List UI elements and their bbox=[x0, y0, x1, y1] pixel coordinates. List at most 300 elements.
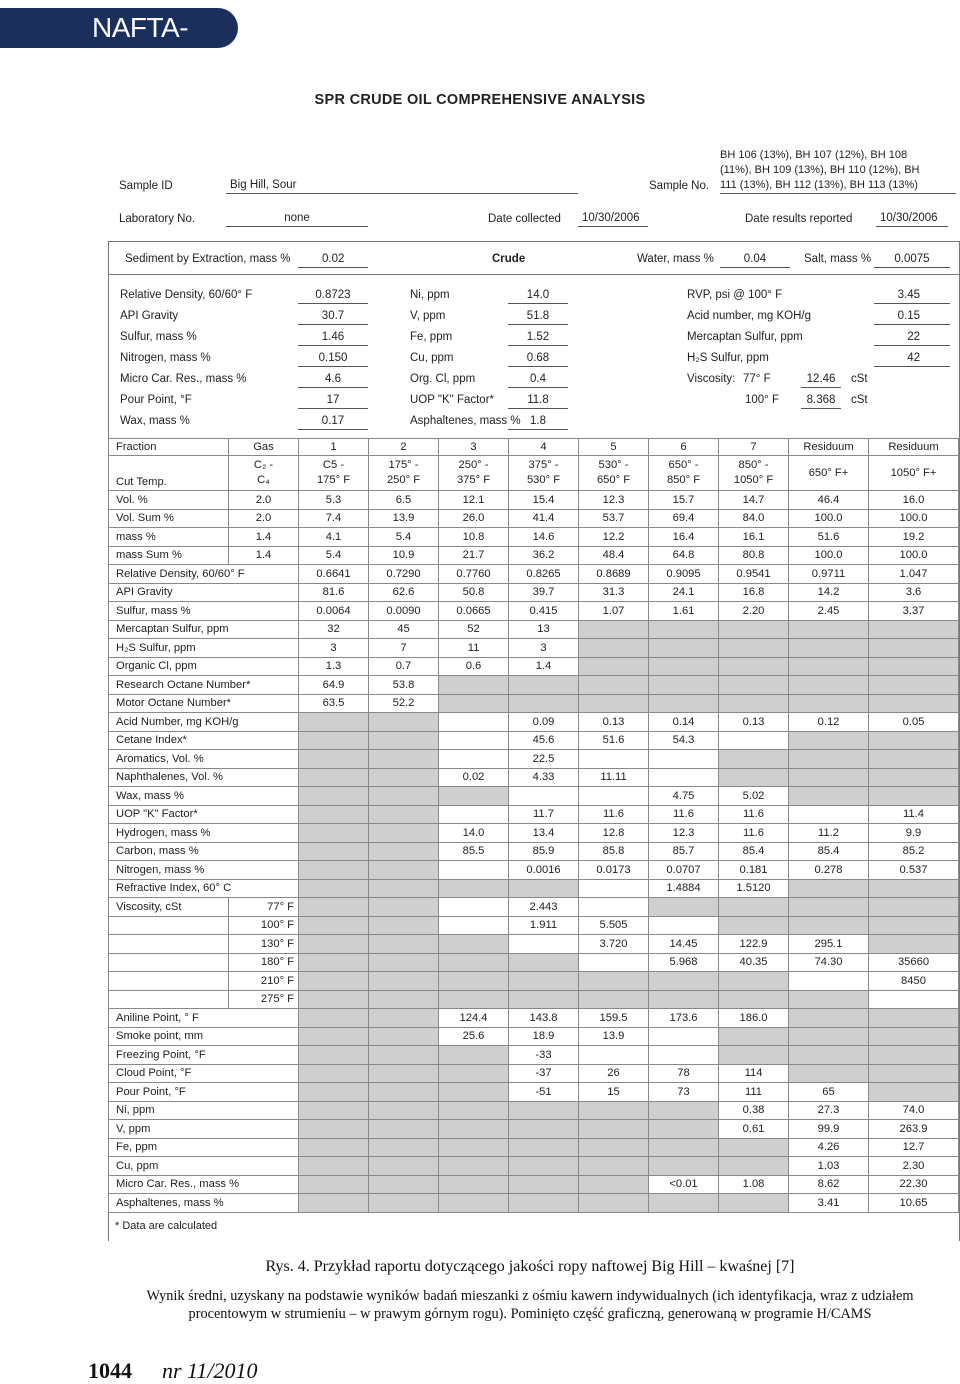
cut-temp-cell bbox=[299, 456, 369, 491]
cut-temp-cell bbox=[789, 456, 869, 491]
grey-cell bbox=[439, 1064, 509, 1083]
table-cell: 13 bbox=[509, 620, 579, 639]
table-cell: 51.6 bbox=[579, 731, 649, 750]
table-cell: 124.4 bbox=[439, 1009, 509, 1028]
grey-cell bbox=[869, 750, 959, 769]
grey-cell bbox=[789, 1046, 869, 1065]
grey-cell bbox=[369, 1138, 439, 1157]
fraction-header-row bbox=[109, 439, 959, 456]
figure-caption-text: Wynik średni, uzyskany na podstawie wyników badań mieszanki z ośmiu kawern indywidualnych (ich identyfikacja, wraz z udziałem procentowym w strumieniu – w prawym górnym rogu). Pominięto część graficzną, generowaną w programie H/CAMS bbox=[146, 1288, 914, 1322]
figure-caption-title: Rys. 4. Przykład raportu dotyczącego jakości ropy naftowej Big Hill – kwaśnej [7] bbox=[265, 1258, 795, 1275]
grey-cell bbox=[299, 1175, 369, 1194]
table-cell: 114 bbox=[719, 1064, 789, 1083]
table-row bbox=[109, 1083, 959, 1102]
table-cell: 65 bbox=[789, 1083, 869, 1102]
table-cell: 2.0 bbox=[229, 509, 299, 528]
row-label: Relative Density, 60/60° F bbox=[109, 565, 299, 584]
table-cell: 32 bbox=[299, 620, 369, 639]
grey-cell bbox=[299, 713, 369, 732]
header-cell: 3 bbox=[439, 439, 509, 456]
table-cell: 0.61 bbox=[719, 1120, 789, 1139]
grey-cell bbox=[649, 1120, 719, 1139]
grey-cell bbox=[439, 1194, 509, 1213]
grey-cell bbox=[439, 694, 509, 713]
grey-cell bbox=[719, 990, 789, 1009]
grey-cell bbox=[439, 972, 509, 991]
grey-cell bbox=[509, 879, 579, 898]
table-cell: 0.537 bbox=[869, 861, 959, 880]
row-label: Acid Number, mg KOH/g bbox=[109, 713, 299, 732]
table-row bbox=[109, 1009, 959, 1028]
table-cell: 5.3 bbox=[299, 491, 369, 510]
table-cell: 0.0707 bbox=[649, 861, 719, 880]
table-cell: 74.0 bbox=[869, 1101, 959, 1120]
grey-cell bbox=[869, 1009, 959, 1028]
grey-cell bbox=[439, 1175, 509, 1194]
table-cell: 0.14 bbox=[649, 713, 719, 732]
crude-prop-label: Pour Point, °F bbox=[120, 394, 192, 406]
grey-cell bbox=[299, 824, 369, 843]
table-cell: 78 bbox=[649, 1064, 719, 1083]
grey-cell bbox=[579, 972, 649, 991]
grey-cell bbox=[579, 990, 649, 1009]
table-cell: 1.07 bbox=[579, 602, 649, 621]
row-label: Wax, mass % bbox=[109, 787, 299, 806]
table-row bbox=[109, 1101, 959, 1120]
crude-prop-label: Micro Car. Res., mass % bbox=[120, 373, 247, 385]
header-cell: 6 bbox=[649, 439, 719, 456]
row-label: API Gravity bbox=[109, 583, 299, 602]
table-cell: 63.5 bbox=[299, 694, 369, 713]
sediment-value: 0.02 bbox=[298, 252, 368, 268]
header-cell: Fraction bbox=[109, 439, 229, 456]
date-reported-value: 10/30/2006 bbox=[876, 211, 948, 227]
viscosity-temp: 275° F bbox=[229, 990, 299, 1009]
grey-cell bbox=[299, 1120, 369, 1139]
cut-temp-end: 375° F bbox=[456, 474, 491, 486]
table-cell: 25.6 bbox=[439, 1027, 509, 1046]
table-row bbox=[109, 1046, 959, 1065]
table-cell: 1.4884 bbox=[649, 879, 719, 898]
grey-cell bbox=[869, 879, 959, 898]
table-cell: 100.0 bbox=[789, 509, 869, 528]
table-cell: 16.4 bbox=[649, 528, 719, 547]
grey-cell bbox=[509, 990, 579, 1009]
table-cell bbox=[789, 805, 869, 824]
grey-cell bbox=[439, 1157, 509, 1176]
cut-temp-label: Cut Temp. bbox=[109, 456, 229, 491]
table-cell: 12.3 bbox=[579, 491, 649, 510]
viscosity-label: Viscosity, cSt bbox=[109, 898, 229, 917]
table-cell: 1.911 bbox=[509, 916, 579, 935]
row-label bbox=[109, 953, 229, 972]
table-cell: 263.9 bbox=[869, 1120, 959, 1139]
table-cell: 0.13 bbox=[579, 713, 649, 732]
table-cell: 2.0 bbox=[229, 491, 299, 510]
cut-temp-cell bbox=[509, 456, 579, 491]
grey-cell bbox=[789, 1027, 869, 1046]
grey-cell bbox=[719, 1194, 789, 1213]
crude-prop-label: RVP, psi @ 100° F bbox=[687, 289, 783, 301]
table-cell: 81.6 bbox=[299, 583, 369, 602]
table-cell: 31.3 bbox=[579, 583, 649, 602]
table-cell: 16.1 bbox=[719, 528, 789, 547]
row-label: Ni, ppm bbox=[109, 1101, 299, 1120]
table-cell: 36.2 bbox=[509, 546, 579, 565]
table-cell: 14.45 bbox=[649, 935, 719, 954]
grey-cell bbox=[299, 1064, 369, 1083]
grey-cell bbox=[369, 953, 439, 972]
table-cell: 99.9 bbox=[789, 1120, 869, 1139]
grey-cell bbox=[299, 898, 369, 917]
grey-cell bbox=[719, 1046, 789, 1065]
grey-cell bbox=[299, 861, 369, 880]
table-cell: 0.02 bbox=[439, 768, 509, 787]
viscosity-temp: 180° F bbox=[229, 953, 299, 972]
grey-cell bbox=[299, 1157, 369, 1176]
crude-separator bbox=[108, 274, 959, 275]
table-cell: 14.6 bbox=[509, 528, 579, 547]
crude-prop-label: UOP "K" Factor* bbox=[410, 394, 495, 406]
grey-cell bbox=[579, 694, 649, 713]
table-cell: 41.4 bbox=[509, 509, 579, 528]
table-cell: 26.0 bbox=[439, 509, 509, 528]
header-cell: 4 bbox=[509, 439, 579, 456]
crude-prop-label: Fe, ppm bbox=[410, 331, 453, 343]
grey-cell bbox=[439, 1083, 509, 1102]
grey-cell bbox=[579, 657, 649, 676]
table-cell bbox=[439, 898, 509, 917]
grey-cell bbox=[439, 879, 509, 898]
grey-cell bbox=[299, 750, 369, 769]
table-cell: 3 bbox=[509, 639, 579, 658]
table-cell: 26 bbox=[579, 1064, 649, 1083]
crude-prop-label: Sulfur, mass % bbox=[120, 331, 197, 343]
table-row bbox=[109, 639, 959, 658]
row-label bbox=[109, 990, 229, 1009]
table-cell: 0.7290 bbox=[369, 565, 439, 584]
table-cell: 13.9 bbox=[579, 1027, 649, 1046]
issue-number: nr 11/2010 bbox=[162, 1358, 258, 1383]
table-cell: 18.9 bbox=[509, 1027, 579, 1046]
table-cell: 39.7 bbox=[509, 583, 579, 602]
table-cell bbox=[439, 713, 509, 732]
table-row bbox=[109, 1027, 959, 1046]
crude-prop-label: Relative Density, 60/60° F bbox=[120, 289, 253, 301]
row-label: Smoke point, mm bbox=[109, 1027, 299, 1046]
sample-no-value: BH 106 (13%), BH 107 (12%), BH 108 (11%), BH 109 (13%), BH 110 (12%), BH 111 (13%), BH 112 (13%), BH 113 (13%) bbox=[720, 148, 956, 194]
sample-id-label: Sample ID bbox=[119, 180, 173, 192]
row-label bbox=[109, 935, 229, 954]
header-cell: 7 bbox=[719, 439, 789, 456]
grey-cell bbox=[869, 1027, 959, 1046]
table-cell: 11.2 bbox=[789, 824, 869, 843]
crude-prop-value: 0.4 bbox=[508, 372, 568, 388]
table-row bbox=[109, 546, 959, 565]
row-label: H₂S Sulfur, ppm bbox=[109, 639, 299, 658]
table-cell bbox=[719, 731, 789, 750]
grey-cell bbox=[299, 1138, 369, 1157]
table-cell: 1.03 bbox=[789, 1157, 869, 1176]
cut-temp-cell bbox=[579, 456, 649, 491]
grey-cell bbox=[789, 639, 869, 658]
table-cell: 74.30 bbox=[789, 953, 869, 972]
table-cell bbox=[579, 879, 649, 898]
table-cell: 10.9 bbox=[369, 546, 439, 565]
table-cell: 0.8689 bbox=[579, 565, 649, 584]
table-cell: 4.26 bbox=[789, 1138, 869, 1157]
row-label: Research Octane Number* bbox=[109, 676, 299, 695]
table-cell: 0.181 bbox=[719, 861, 789, 880]
table-cell: 0.8265 bbox=[509, 565, 579, 584]
grey-cell bbox=[509, 694, 579, 713]
grey-cell bbox=[789, 731, 869, 750]
row-label: Micro Car. Res., mass % bbox=[109, 1175, 299, 1194]
grey-cell bbox=[299, 1046, 369, 1065]
grey-cell bbox=[299, 1083, 369, 1102]
table-cell: 7.4 bbox=[299, 509, 369, 528]
grey-cell bbox=[789, 916, 869, 935]
grey-cell bbox=[439, 787, 509, 806]
grey-cell bbox=[719, 972, 789, 991]
table-cell bbox=[649, 750, 719, 769]
grey-cell bbox=[369, 898, 439, 917]
report-title: SPR CRUDE OIL COMPREHENSIVE ANALYSIS bbox=[314, 92, 646, 108]
table-cell: mass % bbox=[109, 528, 229, 547]
table-cell: 11.11 bbox=[579, 768, 649, 787]
table-cell: 1.4 bbox=[509, 657, 579, 676]
table-cell: 45.6 bbox=[509, 731, 579, 750]
grey-cell bbox=[579, 1101, 649, 1120]
table-cell: 50.8 bbox=[439, 583, 509, 602]
table-cell: 3.41 bbox=[789, 1194, 869, 1213]
cut-temp-start: 250° - bbox=[458, 459, 489, 471]
table-cell: 85.7 bbox=[649, 842, 719, 861]
table-cell: 3.720 bbox=[579, 935, 649, 954]
grey-cell bbox=[649, 1138, 719, 1157]
grey-cell bbox=[869, 639, 959, 658]
grey-cell bbox=[439, 1046, 509, 1065]
sample-id-value: Big Hill, Sour bbox=[226, 178, 578, 194]
grey-cell bbox=[299, 1027, 369, 1046]
cut-temp-end: 175° F bbox=[316, 474, 351, 486]
table-row bbox=[109, 565, 959, 584]
grey-cell bbox=[439, 676, 509, 695]
grey-cell bbox=[789, 620, 869, 639]
table-cell: 85.4 bbox=[719, 842, 789, 861]
grey-cell bbox=[649, 990, 719, 1009]
crude-prop-value: 0.68 bbox=[508, 351, 568, 367]
table-cell bbox=[649, 1046, 719, 1065]
frame-top-line bbox=[108, 241, 959, 242]
grey-cell bbox=[299, 953, 369, 972]
lab-no-label: Laboratory No. bbox=[119, 213, 196, 225]
grey-cell bbox=[369, 935, 439, 954]
table-cell: 11 bbox=[439, 639, 509, 658]
table-cell bbox=[649, 768, 719, 787]
grey-cell bbox=[509, 1138, 579, 1157]
table-cell: 1.047 bbox=[869, 565, 959, 584]
grey-cell bbox=[509, 1194, 579, 1213]
grey-cell bbox=[439, 1101, 509, 1120]
date-reported-label: Date results reported bbox=[745, 213, 853, 225]
grey-cell bbox=[579, 676, 649, 695]
water-value: 0.04 bbox=[720, 252, 790, 268]
table-row bbox=[109, 491, 959, 510]
grey-cell bbox=[579, 1175, 649, 1194]
grey-cell bbox=[369, 842, 439, 861]
row-label: Cu, ppm bbox=[109, 1157, 299, 1176]
table-cell: -33 bbox=[509, 1046, 579, 1065]
table-cell: 173.6 bbox=[649, 1009, 719, 1028]
grey-cell bbox=[369, 879, 439, 898]
header-cell: 1 bbox=[299, 439, 369, 456]
cut-temp-end: 250° F bbox=[386, 474, 421, 486]
viscosity-77-label: 77° F bbox=[743, 373, 771, 385]
grey-cell bbox=[789, 676, 869, 695]
table-cell: 159.5 bbox=[579, 1009, 649, 1028]
table-row bbox=[109, 602, 959, 621]
row-label: UOP "K" Factor* bbox=[109, 805, 299, 824]
table-cell: 0.38 bbox=[719, 1101, 789, 1120]
grey-cell bbox=[869, 620, 959, 639]
table-cell: 73 bbox=[649, 1083, 719, 1102]
grey-cell bbox=[579, 1138, 649, 1157]
grey-cell bbox=[369, 805, 439, 824]
table-cell: 0.0665 bbox=[439, 602, 509, 621]
table-cell: 14.2 bbox=[789, 583, 869, 602]
table-cell bbox=[439, 916, 509, 935]
viscosity-77-unit: cSt bbox=[851, 373, 868, 385]
cut-temp-end: C₄ bbox=[257, 474, 270, 486]
grey-cell bbox=[299, 1194, 369, 1213]
row-label: Cloud Point, °F bbox=[109, 1064, 299, 1083]
crude-prop-label: Nitrogen, mass % bbox=[120, 352, 211, 364]
crude-prop-label: API Gravity bbox=[120, 310, 179, 322]
grey-cell bbox=[509, 972, 579, 991]
water-label: Water, mass % bbox=[637, 253, 714, 265]
crude-prop-label: H₂S Sulfur, ppm bbox=[687, 352, 769, 364]
table-cell: 5.02 bbox=[719, 787, 789, 806]
table-cell: 3.6 bbox=[869, 583, 959, 602]
crude-prop-value: 51.8 bbox=[508, 309, 568, 325]
table-cell bbox=[789, 972, 869, 991]
grey-cell bbox=[509, 1157, 579, 1176]
table-row bbox=[109, 1120, 959, 1139]
grey-cell bbox=[719, 676, 789, 695]
table-cell: 53.7 bbox=[579, 509, 649, 528]
viscosity-100-value: 8.368 bbox=[801, 393, 841, 409]
table-cell: 0.278 bbox=[789, 861, 869, 880]
table-cell: 62.6 bbox=[369, 583, 439, 602]
grey-cell bbox=[369, 1083, 439, 1102]
table-cell: 16.0 bbox=[869, 491, 959, 510]
table-row bbox=[109, 657, 959, 676]
table-cell: 4.1 bbox=[299, 528, 369, 547]
grey-cell bbox=[789, 657, 869, 676]
table-row bbox=[109, 694, 959, 713]
cut-temp-start: C5 - bbox=[322, 459, 345, 471]
grey-cell bbox=[649, 657, 719, 676]
grey-cell bbox=[439, 1120, 509, 1139]
table-cell: 12.7 bbox=[869, 1138, 959, 1157]
cut-temp-end: 650° F+ bbox=[808, 466, 849, 479]
row-label: V, ppm bbox=[109, 1120, 299, 1139]
table-cell: 0.09 bbox=[509, 713, 579, 732]
grey-cell bbox=[369, 1101, 439, 1120]
grey-cell bbox=[649, 1101, 719, 1120]
crude-prop-value: 0.150 bbox=[298, 351, 368, 367]
table-cell: 1.61 bbox=[649, 602, 719, 621]
table-cell: 40.35 bbox=[719, 953, 789, 972]
table-cell: 11.4 bbox=[869, 805, 959, 824]
grey-cell bbox=[789, 694, 869, 713]
grey-cell bbox=[869, 916, 959, 935]
grey-cell bbox=[649, 898, 719, 917]
cut-temp-row bbox=[109, 456, 959, 491]
crude-prop-value: 0.17 bbox=[298, 414, 368, 430]
table-cell: 54.3 bbox=[649, 731, 719, 750]
table-cell: 12.3 bbox=[649, 824, 719, 843]
table-cell: -37 bbox=[509, 1064, 579, 1083]
row-label: Fe, ppm bbox=[109, 1138, 299, 1157]
row-label: Aromatics, Vol. % bbox=[109, 750, 299, 769]
table-row bbox=[109, 787, 959, 806]
table-cell: 52 bbox=[439, 620, 509, 639]
cut-temp-start: 375° - bbox=[528, 459, 559, 471]
grey-cell bbox=[789, 750, 869, 769]
grey-cell bbox=[789, 990, 869, 1009]
date-collected-label: Date collected bbox=[488, 213, 561, 225]
table-cell: 0.0173 bbox=[579, 861, 649, 880]
journal-banner: NAFTA-GAZ bbox=[0, 8, 238, 48]
row-label: Freezing Point, °F bbox=[109, 1046, 299, 1065]
table-cell: <0.01 bbox=[649, 1175, 719, 1194]
date-collected-value: 10/30/2006 bbox=[578, 211, 648, 227]
table-cell: 27.3 bbox=[789, 1101, 869, 1120]
crude-prop-value: 11.8 bbox=[508, 393, 568, 409]
table-cell: 0.05 bbox=[869, 713, 959, 732]
crude-prop-value: 1.46 bbox=[298, 330, 368, 346]
cut-temp-cell bbox=[439, 456, 509, 491]
grey-cell bbox=[439, 1138, 509, 1157]
row-label: Organic Cl, ppm bbox=[109, 657, 299, 676]
table-cell: 0.9095 bbox=[649, 565, 719, 584]
row-label: Hydrogen, mass % bbox=[109, 824, 299, 843]
table-row bbox=[109, 805, 959, 824]
viscosity-row bbox=[109, 953, 959, 972]
table-cell bbox=[579, 898, 649, 917]
table-row bbox=[109, 861, 959, 880]
table-cell: 122.9 bbox=[719, 935, 789, 954]
grey-cell bbox=[369, 1046, 439, 1065]
table-cell: Vol. Sum % bbox=[109, 509, 229, 528]
table-cell: 11.6 bbox=[579, 805, 649, 824]
grey-cell bbox=[649, 1157, 719, 1176]
grey-cell bbox=[369, 713, 439, 732]
table-row bbox=[109, 1064, 959, 1083]
table-cell: 0.9711 bbox=[789, 565, 869, 584]
table-cell: 24.1 bbox=[649, 583, 719, 602]
grey-cell bbox=[439, 935, 509, 954]
viscosity-77-value: 12.46 bbox=[801, 372, 841, 388]
table-cell: 21.7 bbox=[439, 546, 509, 565]
grey-cell bbox=[369, 824, 439, 843]
grey-cell bbox=[869, 657, 959, 676]
table-cell: 85.4 bbox=[789, 842, 869, 861]
grey-cell bbox=[369, 972, 439, 991]
table-cell: 85.9 bbox=[509, 842, 579, 861]
